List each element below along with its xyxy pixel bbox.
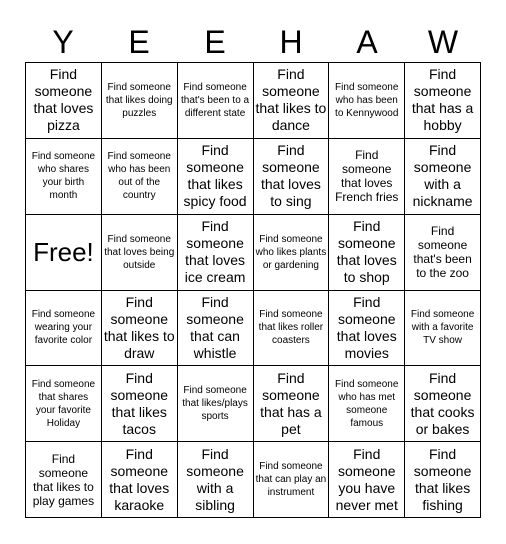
bingo-cell-text: Find someone with a sibling	[186, 445, 244, 513]
header-letter: E	[128, 24, 150, 60]
bingo-cell[interactable]	[405, 63, 481, 139]
bingo-cell-text: Find someone who shares your birth month	[31, 151, 96, 202]
bingo-cell-text: Free!	[33, 237, 94, 268]
bingo-board	[25, 62, 481, 518]
bingo-cell-text: Find someone that loves karaoke	[109, 445, 170, 513]
bingo-cell[interactable]	[405, 215, 481, 291]
header-letter: H	[279, 24, 303, 60]
bingo-cell-text: Find someone that cooks or bakes	[410, 369, 475, 437]
bingo-cell[interactable]	[254, 366, 330, 442]
bingo-cell-text: Find someone that likes to dance	[255, 66, 327, 134]
bingo-cell[interactable]	[102, 63, 178, 139]
bingo-cell-text: Find someone with a nickname	[412, 142, 473, 210]
bingo-cell-text: Find someone that loves movies	[336, 293, 397, 361]
bingo-cell[interactable]	[329, 366, 405, 442]
bingo-cell[interactable]	[102, 215, 178, 291]
bingo-free-cell[interactable]	[26, 215, 102, 291]
bingo-cell-text: Find someone who has met someone famous	[335, 378, 399, 429]
bingo-cell[interactable]	[405, 442, 481, 518]
bingo-cell-text: Find someone that likes to play games	[32, 451, 95, 508]
bingo-cell-text: Find someone that's been to the zoo	[413, 224, 472, 281]
bingo-cell[interactable]	[329, 442, 405, 518]
bingo-cell[interactable]	[405, 139, 481, 215]
bingo-cell[interactable]	[405, 366, 481, 442]
bingo-cell[interactable]	[178, 366, 254, 442]
bingo-cell[interactable]	[254, 139, 330, 215]
bingo-cell-text: Find someone with a favorite TV show	[410, 309, 475, 347]
bingo-cell-text: Find someone that loves pizza	[33, 66, 94, 134]
bingo-cell-text: Find someone that shares your favorite Holiday	[31, 378, 96, 429]
bingo-cell-text: Find someone that loves to shop	[336, 218, 397, 286]
bingo-cell-text: Find someone that loves being outside	[104, 233, 175, 271]
bingo-cell[interactable]	[26, 63, 102, 139]
bingo-cell-text: Find someone who has been out of the country	[107, 151, 171, 202]
bingo-cell[interactable]	[178, 442, 254, 518]
bingo-cell-text: Find someone that likes/plays sports	[182, 385, 248, 423]
header-letter: W	[427, 24, 459, 60]
bingo-cell[interactable]	[329, 215, 405, 291]
bingo-cell-text: Find someone that's been to a different state	[181, 81, 250, 119]
header-letter: E	[204, 24, 226, 60]
bingo-cell-text: Find someone wearing your favorite color	[31, 309, 96, 347]
bingo-cell-text: Find someone that loves ice cream	[184, 218, 246, 286]
bingo-cell[interactable]	[329, 139, 405, 215]
bingo-cell-text: Find someone that likes doing puzzles	[105, 81, 173, 119]
bingo-cell[interactable]	[329, 63, 405, 139]
bingo-cell-text: Find someone that likes tacos	[110, 369, 169, 437]
bingo-cell[interactable]	[26, 442, 102, 518]
bingo-cell-text: Find someone that likes roller coasters	[258, 309, 324, 347]
bingo-cell[interactable]	[26, 139, 102, 215]
bingo-cell[interactable]	[178, 215, 254, 291]
bingo-cell[interactable]	[102, 139, 178, 215]
bingo-cell-text: Find someone that has a pet	[260, 369, 322, 437]
bingo-cell[interactable]	[329, 291, 405, 367]
bingo-cell[interactable]	[254, 291, 330, 367]
header-letter: A	[356, 24, 378, 60]
bingo-cell-text: Find someone that can whistle	[186, 293, 244, 361]
bingo-cell-text: Find someone that has a hobby	[411, 66, 474, 134]
bingo-cell-text: Find someone that likes to draw	[103, 293, 175, 361]
bingo-cell[interactable]	[102, 442, 178, 518]
bingo-cell[interactable]	[178, 139, 254, 215]
bingo-cell[interactable]	[405, 291, 481, 367]
bingo-cell-text: Find someone you have never met	[335, 445, 398, 513]
bingo-cell[interactable]	[254, 215, 330, 291]
header-letter: Y	[52, 24, 74, 60]
bingo-cell-text: Find someone who has been to Kennywood	[335, 81, 399, 119]
bingo-cell[interactable]	[26, 291, 102, 367]
bingo-cell[interactable]	[26, 366, 102, 442]
bingo-cell-text: Find someone that likes fishing	[413, 445, 472, 513]
bingo-cell-text: Find someone that likes spicy food	[183, 142, 247, 210]
bingo-cell[interactable]	[254, 442, 330, 518]
bingo-cell-text: Find someone that loves French fries	[335, 148, 399, 205]
bingo-cell[interactable]	[178, 291, 254, 367]
bingo-header	[25, 22, 481, 62]
bingo-cell[interactable]	[102, 366, 178, 442]
bingo-cell[interactable]	[178, 63, 254, 139]
bingo-cell-text: Find someone who likes plants or gardening	[255, 233, 327, 271]
bingo-cell-text: Find someone that can play an instrument	[255, 461, 327, 499]
bingo-cell[interactable]	[102, 291, 178, 367]
bingo-cell-text: Find someone that loves to sing	[260, 142, 321, 210]
bingo-cell[interactable]	[254, 63, 330, 139]
